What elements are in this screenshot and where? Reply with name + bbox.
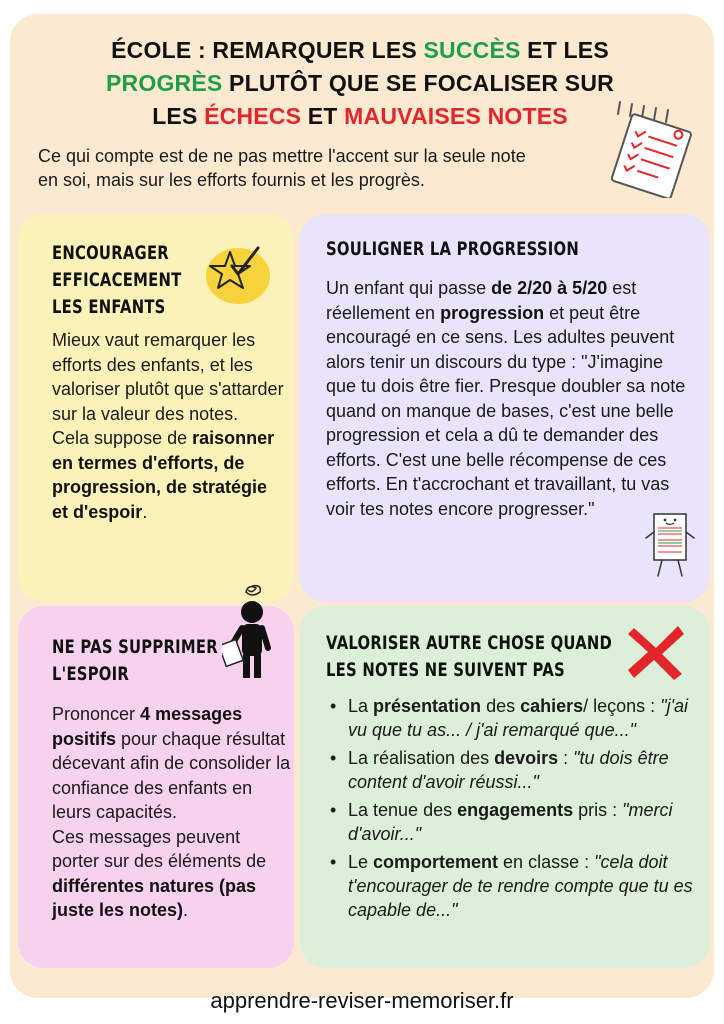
card-progression-text: Un enfant qui passe de 2/20 à 5/20 est réellement en progression et peut être encouragé en ce sens. Les adultes peuvent alors tenir un discours du type : "J'imagine que tu dois être fier. Presque doubler sa note quand on manque de bases, c'est une belle progression et cela a dû te demander des efforts. C'est une belle récompense de ces efforts. En t'accrochant et travaillant, tu vas voir tes notes encore progresser." [326, 278, 686, 519]
list-item: • La réalisation des devoirs : "tu dois être content d'avoir réussi..." [328, 746, 698, 794]
value-list [328, 694, 698, 926]
red-cross-icon [626, 622, 686, 682]
card-value-other-heading: VALORISER AUTRE CHOSE QUAND LES NOTES NE SUIVENT PAS [326, 632, 613, 681]
grade-sheet-icon [598, 98, 698, 198]
list-item: • La tenue des engagements pris : "merci d'avoir..." [328, 798, 698, 846]
card-encourage-heading: ENCOURAGER EFFICACEMENT LES ENFANTS [52, 242, 182, 318]
footer-site: apprendre-reviser-memoriser.fr [210, 988, 514, 1013]
card-hope-heading: NE PAS SUPPRIMER L'ESPOIR [52, 636, 218, 685]
card-encourage [18, 214, 294, 602]
title-progress: PROGRÈS [106, 70, 223, 96]
card-value-other [300, 606, 710, 968]
title-bad-grades: MAUVAISES NOTES [344, 103, 568, 129]
worried-child-icon [222, 582, 282, 692]
page-title: ÉCOLE : REMARQUER LES SUCCÈS ET LES PROGRÈS PLUTÔT QUE SE FOCALISER SUR LES ÉCHECS ET MAUVAISES NOTES [106, 37, 614, 129]
star-check-icon [200, 236, 276, 308]
card-hope [18, 606, 294, 968]
list-item: • Le comportement en classe : "cela doit t'encourager de te rendre compte que tu es capable de..." [328, 850, 698, 922]
happy-paper-icon [644, 508, 696, 580]
intro-text: Ce qui compte est de ne pas mettre l'accent sur la seule note en soi, mais sur les efforts fournis et les progrès. [38, 146, 526, 190]
title-success: SUCCÈS [423, 37, 521, 63]
title-failures: ÉCHECS [204, 103, 302, 129]
card-progression [300, 214, 710, 602]
card-encourage-text: Mieux vaut remarquer les efforts des enfants, et les valoriser plutôt que s'attarder sur la valeur des notes. Cela suppose de raisonner en termes d'efforts, de progression, de stratégie et d'espoir. [52, 330, 284, 522]
card-progression-heading: SOULIGNER LA PROGRESSION [326, 238, 579, 260]
list-item: • La présentation des cahiers/ leçons : "j'ai vu que tu as... / j'ai remarqué que..." [328, 694, 698, 742]
card-hope-text: Prononcer 4 messages positifs pour chaque résultat décevant afin de consolider la confiance des enfants en leurs capacités. Ces messages peuvent porter sur des éléments de différentes natures (pas juste les notes). [52, 704, 291, 920]
